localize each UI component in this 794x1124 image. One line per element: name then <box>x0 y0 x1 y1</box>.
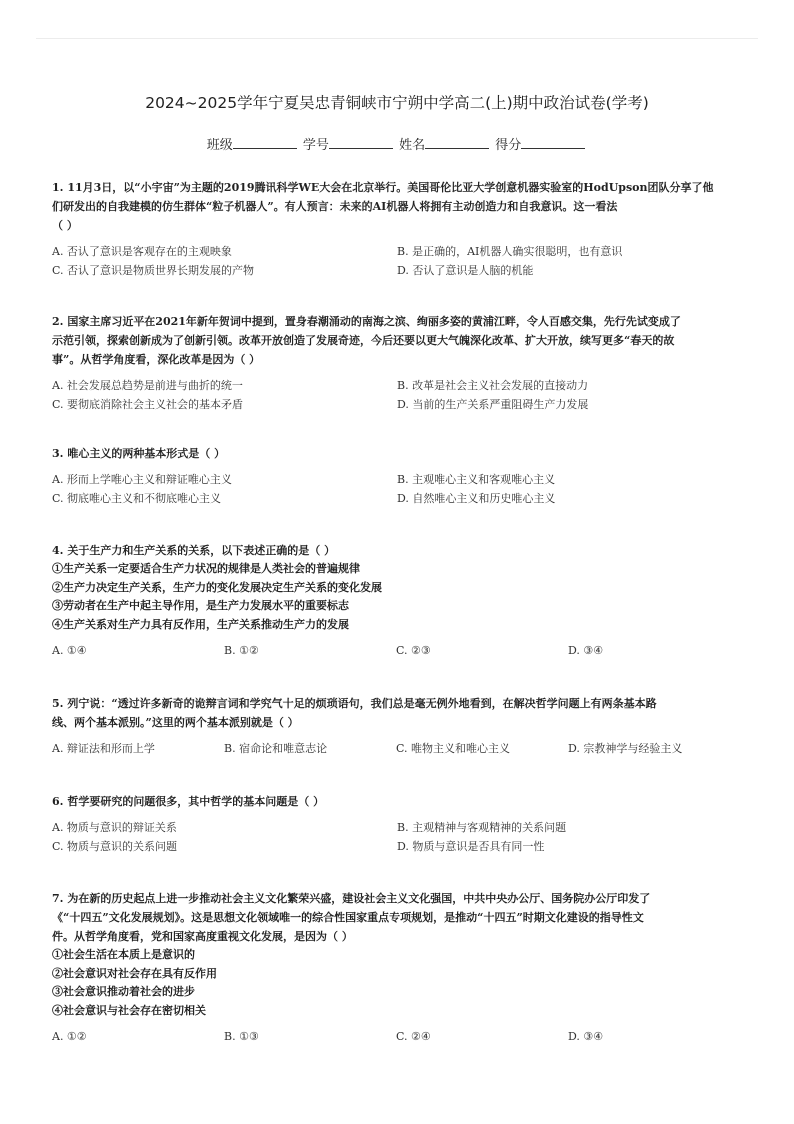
option-b[interactable]: B. 主观精神与客观精神的关系问题 <box>397 821 567 834</box>
option-c[interactable]: C. 彻底唯心主义和不彻底唯心主义 <box>52 491 222 505</box>
stem-line: 5. 列宁说：“透过许多新奇的诡辩言词和学究气十足的烦琐语句，我们总是毫无例外地看到，在解决哲学问题上有两条基本路 <box>52 697 657 710</box>
question-stem <box>52 694 742 732</box>
option-a[interactable]: A. 辩证法和形而上学 <box>52 742 155 755</box>
options <box>52 740 742 759</box>
option-b[interactable]: B. 宿命论和唯意志论 <box>224 742 328 755</box>
stem-line: 2. 国家主席习近平在2021年新年贺词中提到，置身春潮涌动的南海之滨、绚丽多姿的黄浦江畔，令人百感交集，先行先试变成了 <box>52 315 681 328</box>
statement-item: ②生产力决定生产关系，生产力的变化发展决定生产关系的变化发展 <box>52 580 382 594</box>
option-d[interactable]: D. 当前的生产关系严重阻碍生产力发展 <box>397 397 589 411</box>
info-field-class <box>207 134 299 153</box>
question-4 <box>52 541 742 661</box>
stem-line: 4. 关于生产力和生产关系的关系，以下表述正确的是（ ） <box>52 544 336 557</box>
student-info-line <box>0 134 794 153</box>
fill-blank[interactable] <box>233 136 297 149</box>
option-c[interactable]: C. 要彻底消除社会主义社会的基本矛盾 <box>52 397 244 411</box>
option-a[interactable]: A. ①④ <box>52 644 87 657</box>
question-1 <box>52 178 742 280</box>
option-c[interactable]: C. ②③ <box>396 644 431 657</box>
question-2 <box>52 312 742 414</box>
option-c[interactable]: C. 唯物主义和唯心主义 <box>396 742 511 755</box>
info-label: 学号 <box>302 138 329 153</box>
option-a[interactable]: A. 社会发展总趋势是前进与曲折的统一 <box>52 379 243 392</box>
options <box>52 243 742 280</box>
info-label: 班级 <box>206 138 233 153</box>
statement-item: ③社会意识推动着社会的进步 <box>52 985 195 998</box>
question-7 <box>52 889 742 1047</box>
stem-line: 3. 唯心主义的两种基本形式是（ ） <box>52 447 226 460</box>
statement-item: ②社会意识对社会存在具有反作用 <box>52 966 217 980</box>
option-b[interactable]: B. ①③ <box>224 1030 259 1043</box>
stem-line: 1. 11月3日，以“小宇宙”为主题的2019腾讯科学WE大会在北京举行。美国哥伦比亚大学创意机器实验室的HodUpson团队分享了他 <box>52 181 714 194</box>
statement-list <box>52 946 742 1020</box>
page-title: 2024~2025学年宁夏吴忠青铜峡市宁朔中学高二(上)期中政治试卷(学考) <box>145 94 649 112</box>
option-a[interactable]: A. 否认了意识是客观存在的主观映象 <box>52 245 232 258</box>
options <box>52 819 742 856</box>
stem-line: 线、两个基本派别。”这里的两个基本派别就是（ ） <box>52 716 299 729</box>
options <box>52 471 742 508</box>
stem-line: 《“十四五”文化发展规划》。这是思想文化领域唯一的综合性国家重点专项规划，是推动“十四五”时期文化建设的指导性文 <box>52 911 644 924</box>
fill-blank[interactable] <box>425 136 489 149</box>
stem-line: 事”。从哲学角度看，深化改革是因为（ ） <box>52 353 261 366</box>
option-a[interactable]: A. 物质与意识的辩证关系 <box>52 821 177 834</box>
option-d[interactable]: D. ③④ <box>568 644 604 657</box>
statement-item: ③劳动者在生产中起主导作用，是生产力发展水平的重要标志 <box>52 599 349 612</box>
stem-line: 6. 哲学要研究的问题很多，其中哲学的基本问题是（ ） <box>52 795 325 808</box>
options <box>52 1028 742 1047</box>
question-stem <box>52 312 742 369</box>
option-b[interactable]: B. 主观唯心主义和客观唯心主义 <box>397 473 556 486</box>
option-d[interactable]: D. ③④ <box>568 1030 604 1043</box>
fill-blank[interactable] <box>521 136 585 149</box>
info-label: 得分 <box>495 138 522 153</box>
option-d[interactable]: D. 宗教神学与经验主义 <box>568 742 683 755</box>
option-d[interactable]: D. 否认了意识是人脑的机能 <box>397 263 534 277</box>
stem-line: 示范引领，探索创新成为了创新引领。改革开放创造了发展奇迹，今后还要以更大气魄深化改革、扩大开放，续写更多“春天的故 <box>52 334 675 347</box>
question-stem <box>52 178 742 235</box>
option-c[interactable]: C. 物质与意识的关系问题 <box>52 839 178 853</box>
info-label: 姓名 <box>399 138 426 153</box>
info-field-number <box>303 134 395 153</box>
statement-list <box>52 560 742 634</box>
option-d[interactable]: D. 自然唯心主义和历史唯心主义 <box>397 491 556 505</box>
option-a[interactable]: A. 形而上学唯心主义和辩证唯心主义 <box>52 473 232 486</box>
statement-item: ④社会意识与社会存在密切相关 <box>52 1003 206 1017</box>
question-stem <box>52 792 742 811</box>
question-stem <box>52 889 742 946</box>
option-b[interactable]: B. ①② <box>224 644 259 657</box>
options <box>52 642 742 661</box>
question-3 <box>52 444 742 508</box>
stem-line: （ ） <box>52 219 78 232</box>
stem-line: 件。从哲学角度看，党和国家高度重视文化发展，是因为（ ） <box>52 930 353 943</box>
option-c[interactable]: C. ②④ <box>396 1030 431 1043</box>
question-stem <box>52 444 742 463</box>
statement-item: ①社会生活在本质上是意识的 <box>52 948 195 961</box>
option-b[interactable]: B. 改革是社会主义社会发展的直接动力 <box>397 379 589 392</box>
fill-blank[interactable] <box>329 136 393 149</box>
info-field-name <box>399 134 491 153</box>
statement-item: ①生产关系一定要适合生产力状况的规律是人类社会的普遍规律 <box>52 562 360 575</box>
option-a[interactable]: A. ①② <box>52 1030 87 1043</box>
stem-line: 7. 为在新的历史起点上进一步推动社会主义文化繁荣兴盛，建设社会主义文化强国，中共中央办公厅、国务院办公厅印发了 <box>52 892 651 905</box>
question-5 <box>52 694 742 759</box>
option-c[interactable]: C. 否认了意识是物质世界长期发展的产物 <box>52 263 255 277</box>
statement-item: ④生产关系对生产力具有反作用，生产关系推动生产力的发展 <box>52 617 349 631</box>
question-6 <box>52 792 742 856</box>
option-d[interactable]: D. 物质与意识是否具有同一性 <box>397 839 545 853</box>
options <box>52 377 742 414</box>
header-divider <box>36 38 758 39</box>
stem-line: 们研发出的自我建模的仿生群体“粒子机器人”。有人预言：未来的AI机器人将拥有主动创造力和自我意识。这一看法 <box>52 200 618 213</box>
option-b[interactable]: B. 是正确的，AI机器人确实很聪明，也有意识 <box>397 245 623 258</box>
info-field-score <box>495 134 587 153</box>
question-stem <box>52 541 742 560</box>
